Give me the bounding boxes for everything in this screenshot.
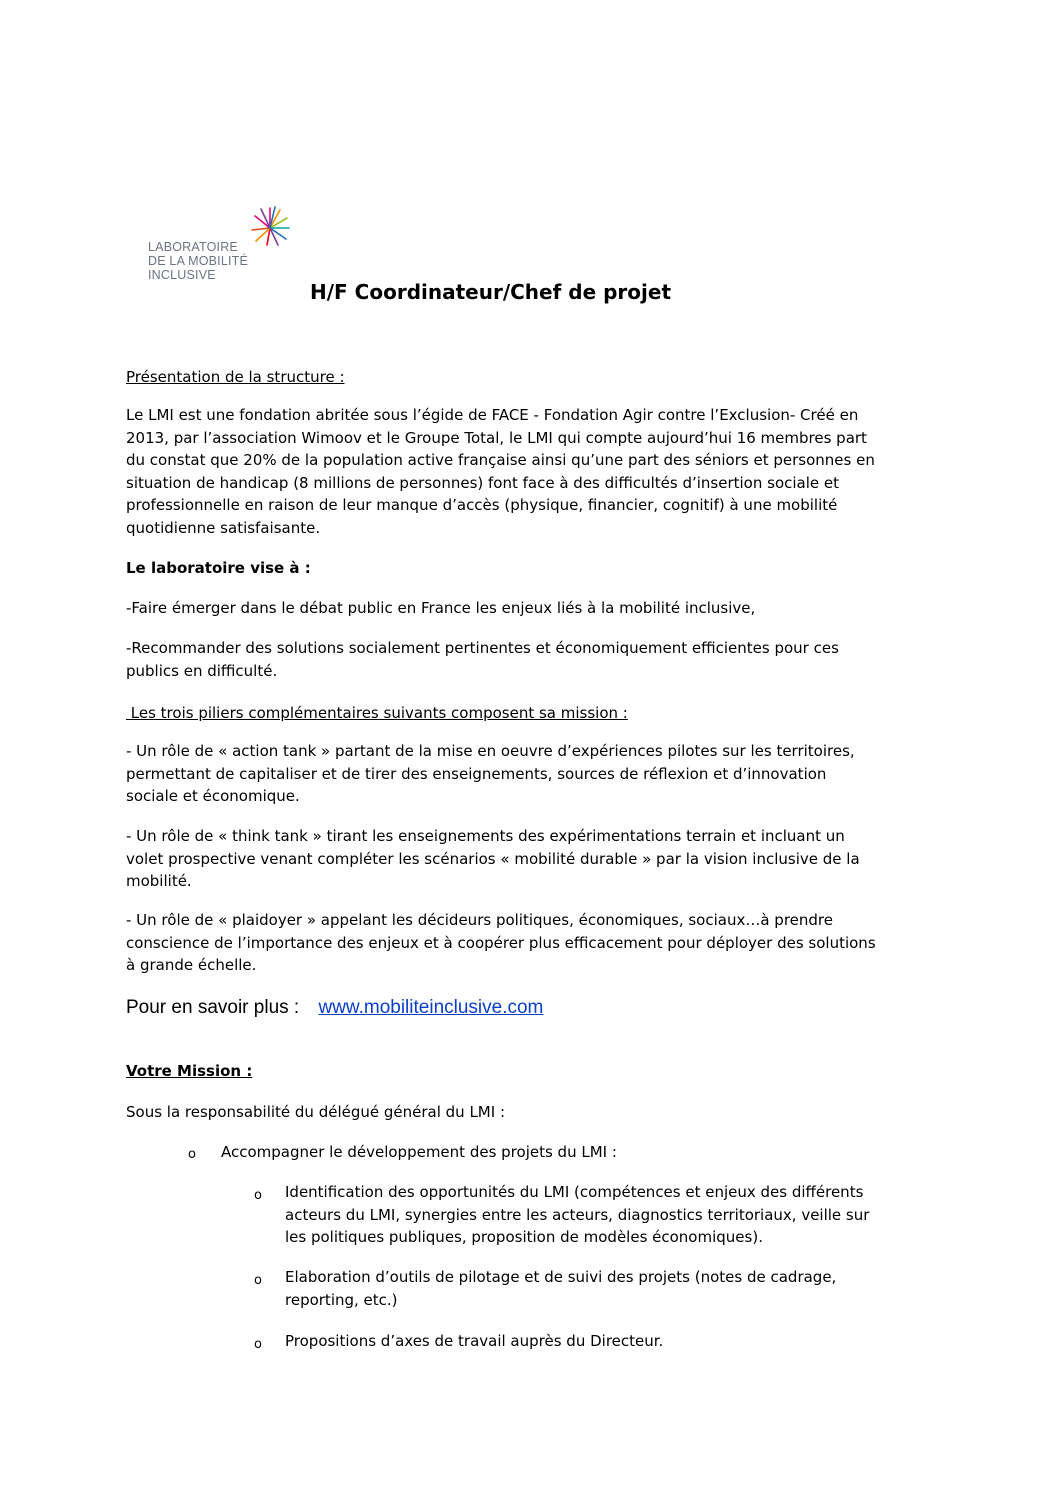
website-link[interactable]: www.mobiliteinclusive.com (318, 997, 544, 1018)
text-line: quotidienne satisfaisante. (126, 518, 321, 537)
logo-line: DE LA MOBILITÉ (148, 254, 249, 268)
text-line: 2013, par l’association Wimoov et le Groupe Total, le LMI qui compte aujourd’hui 16 membres part (126, 428, 867, 447)
bullet-circle-icon: o (254, 1188, 262, 1203)
text-line: mobilité. (126, 872, 192, 890)
text-line: volet prospective venant compléter les scénarios « mobilité durable » par la vision inclusive de la (126, 849, 860, 868)
text-line: professionnelle en raison de leur manque d’accès (physique, financier, cognitif) à une mobilité (126, 496, 838, 514)
section-heading: Présentation de la structure : (126, 368, 345, 386)
lmi-logo (148, 206, 298, 286)
mission-subitem-elaboration (285, 1266, 935, 1311)
mission-item-accompagner: Accompagner le développement des projets du LMI : (221, 1143, 617, 1161)
bullet-circle-icon: o (188, 1147, 196, 1162)
text-line: reporting, etc.) (285, 1290, 398, 1309)
bullet-circle-icon: o (254, 1337, 262, 1352)
logo-line: LABORATOIRE (148, 240, 238, 254)
text-line: -Recommander des solutions socialement pertinentes et économiquement efficientes pour ces (126, 639, 839, 657)
mission-subitem-identification (285, 1181, 935, 1249)
text-line: Identification des opportunités du LMI (compétences et enjeux des différents (285, 1183, 864, 1201)
mission-intro: Sous la responsabilité du délégué général du LMI : (126, 1103, 505, 1121)
starburst-icon (250, 206, 290, 246)
page-title: H/F Coordinateur/Chef de projet (310, 280, 672, 304)
text-line: Propositions d’axes de travail auprès du Directeur. (285, 1332, 664, 1350)
text-line: publics en difficulté. (126, 661, 278, 680)
text-line: - Un rôle de « think tank » tirant les enseignements des expérimentations terrain et incluant un (126, 827, 845, 845)
pilier-action-tank (126, 740, 936, 808)
text-line: les politiques publiques, proposition de modèles économiques). (285, 1228, 763, 1246)
section-heading: Votre Mission : (126, 1062, 253, 1080)
text-line: - Un rôle de « plaidoyer » appelant les décideurs politiques, économiques, sociaux…à prendre (126, 911, 833, 929)
text-line: Le LMI est une fondation abritée sous l’égide de FACE - Fondation Agir contre l’Exclusion- Créé en (126, 406, 859, 424)
text-line: permettant de capitaliser et de tirer des enseignements, sources de réflexion et d’innovation (126, 764, 827, 783)
mission-subitem-propositions (285, 1330, 935, 1353)
structure-heading (126, 366, 936, 389)
text-line: sociale et économique. (126, 787, 300, 805)
vise-item-1: -Faire émerger dans le débat public en France les enjeux liés à la mobilité inclusive, (126, 599, 756, 617)
logo-wordmark (148, 240, 248, 282)
more-info-label: Pour en savoir plus : (126, 997, 300, 1018)
text-line: conscience de l’importance des enjeux et à coopérer plus efficacement pour déployer des solutions (126, 933, 876, 952)
vise-heading: Le laboratoire vise à : (126, 559, 311, 577)
text-line: à grande échelle. (126, 956, 257, 974)
logo-line: INCLUSIVE (148, 268, 216, 282)
bullet-circle-icon: o (254, 1273, 262, 1288)
text-line: situation de handicap (8 millions de personnes) font face à des difficultés d’insertion sociale et (126, 473, 839, 492)
pilier-plaidoyer (126, 909, 936, 977)
text-line: du constat que 20% de la population active française ainsi qu’une part des séniors et personnes en (126, 451, 875, 469)
pilier-think-tank (126, 825, 936, 893)
vise-item-2 (126, 637, 936, 682)
section-heading: Les trois piliers complémentaires suivants composent sa mission : (126, 704, 628, 722)
text-line: Elaboration d’outils de pilotage et de suivi des projets (notes de cadrage, (285, 1268, 837, 1286)
piliers-heading (126, 702, 936, 725)
mission-heading (126, 1060, 936, 1083)
text-line: - Un rôle de « action tank » partant de la mise en oeuvre d’expériences pilotes sur les territoires, (126, 742, 855, 760)
structure-paragraph (126, 404, 936, 539)
more-info-row (126, 997, 543, 1019)
text-line: acteurs du LMI, synergies entre les acteurs, diagnostics territoriaux, veille sur (285, 1205, 870, 1224)
